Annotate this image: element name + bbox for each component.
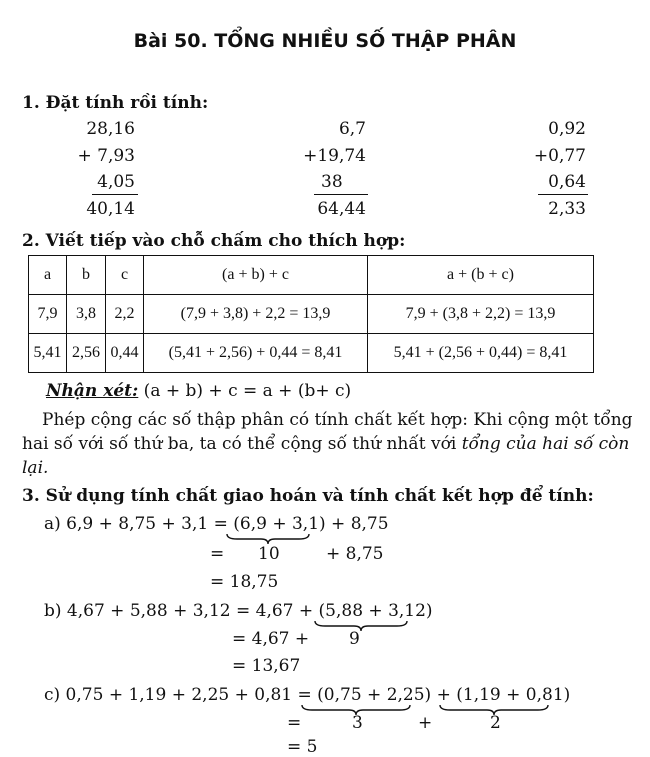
associativity-table [28,255,594,373]
calc-1-b: + 7,93 [77,146,135,166]
table-row [29,334,594,373]
exercise-1-heading: 1. Đặt tính rồi tính: [22,93,209,113]
part-a-expression: a) 6,9 + 8,75 + 3,1 = [44,514,234,534]
part-a-sum: 10 [258,544,280,564]
part-c-group-2: (1,19 + 0,81) [456,685,571,705]
table-cell: 7,9 [29,295,67,334]
part-a-rest: + 8,75 [325,514,389,534]
remark-line [46,381,351,401]
part-b-group: (5,88 + 3,12) [318,601,433,621]
calc-3-result: 2,33 [548,199,586,219]
part-b-result: = 13,67 [232,656,301,676]
table-row [29,295,594,334]
table-header-cell: (a + b) + c [144,256,368,295]
part-c-equals: = [287,713,302,733]
calc-2-rule [314,194,368,195]
calc-3-b: +0,77 [533,146,586,166]
part-c-sum-2: 2 [490,713,501,733]
part-a-line-1 [44,514,389,534]
part-b-sum: 9 [349,629,360,649]
remark-formula: (a + b) + c = a + (b+ c) [138,381,352,401]
table-cell: 3,8 [67,295,106,334]
part-c-expression: c) 0,75 + 1,19 + 2,25 + 0,81 = [44,685,318,705]
calc-2-b: +19,74 [303,146,366,166]
exercise-3-heading: 3. Sử dụng tính chất giao hoán và tính chất kết hợp để tính: [22,486,594,506]
calc-1-result: 40,14 [86,199,135,219]
part-c-plus-2: + [418,713,433,733]
table-header-cell: a + (b + c) [368,256,594,295]
table-cell: (5,41 + 2,56) + 0,44 = 8,41 [144,334,368,373]
part-b-line-1 [44,601,433,621]
calc-3-c: 0,64 [548,172,586,192]
part-c-group-1: (0,75 + 2,25) [317,685,432,705]
part-c-result: = 5 [287,737,318,757]
part-c-sum-1: 3 [352,713,363,733]
calc-2-c: 38 [321,172,343,192]
part-b-brace-icon [313,620,409,632]
calc-3-a: 0,92 [548,119,586,139]
calc-1-c: 4,05 [97,172,135,192]
table-cell: 5,41 + (2,56 + 0,44) = 8,41 [368,334,594,373]
table-cell: 5,41 [29,334,67,373]
table-cell: 2,56 [67,334,106,373]
part-a-rest-2: + 8,75 [326,544,384,564]
part-b-line-2: = 4,67 + [232,629,310,649]
table-header-row [29,256,594,295]
calc-1-a: 28,16 [86,119,135,139]
part-a-group: (6,9 + 3,1) [233,514,326,534]
calc-2-result: 64,44 [317,199,366,219]
table-header-cell: a [29,256,67,295]
calc-3-rule [538,194,588,195]
part-c-line-1 [44,685,570,705]
exercise-2-heading: 2. Viết tiếp vào chỗ chấm cho thích hợp: [22,231,406,251]
page-title: Bài 50. TỔNG NHIỀU SỐ THẬP PHÂN [133,30,517,52]
part-a-result: = 18,75 [210,572,279,592]
part-a-equals: = [210,544,225,564]
remark-paragraph [22,408,634,480]
remark-paragraph-text: Phép cộng các số thập phân có tính chất kết hợp: Khi cộng một tổng hai số với số thứ ba, ta có thể cộng số thứ nhất với [22,410,633,454]
calc-2-a: 6,7 [338,119,366,139]
table-header-cell: b [67,256,106,295]
table-cell: 2,2 [106,295,144,334]
table-header-cell: c [106,256,144,295]
part-b-expression: b) 4,67 + 5,88 + 3,12 = 4,67 + [44,601,319,621]
table-cell: (7,9 + 3,8) + 2,2 = 13,9 [144,295,368,334]
table-cell: 7,9 + (3,8 + 2,2) = 13,9 [368,295,594,334]
calc-1-rule [92,194,138,195]
remark-paragraph-italic: tổng của hai số còn lại. [22,434,630,478]
remark-label: Nhận xét: [46,381,139,401]
part-c-plus: + [431,685,457,705]
table-cell: 0,44 [106,334,144,373]
